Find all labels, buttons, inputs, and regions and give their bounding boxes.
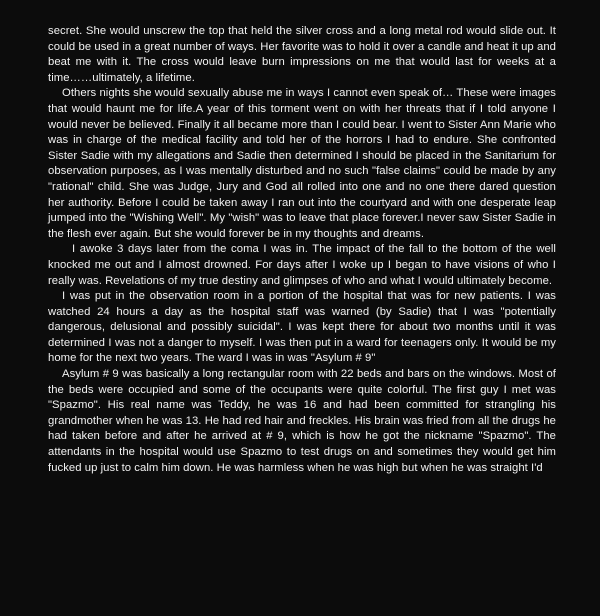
paragraph: I was put in the observation room in a portion of the hospital that was for new patients. I was watched 24 hours a day as the hospital staff was warned (by Sadie) that I was "potentially dangerous, delusional and possibly suicidal". I was kept there for about two months until it was determined I was not a danger to myself. I was then put in a ward for teenagers only. It would be my home for the next two years. The ward I was in was "Asylum # 9" [48, 290, 556, 365]
paragraph: Asylum # 9 was basically a long rectangular room with 22 beds and bars on the windows. Most of the beds were occupied and some of the occupants were quite colorful. The first guy I met was "Spazmo". His real name was Teddy, he was 16 and had been committed for strangling his grandmother when he was 13. He had red hair and freckles. His brain was fried from all the drugs he had taken before and after he arrived at # 9, which is how he got the nickname "Spazmo". The attendants in the hospital would use Spazmo to test drugs on and sometimes they would get him fucked up just to calm him down. He was harmless when he was high but when he was straight I'd [48, 368, 556, 474]
paragraph: Others nights she would sexually abuse me in ways I cannot even speak of… These were images that would haunt me for life.A year of this torment went on with her threats that if I told anyone I would never be believed. Finally it all became more than I could bear. I went to Sister Ann Marie who was in charge of the medical facility and told her of the horrors I had to endure. She confronted Sister Sadie with my allegations and Sadie then determined I should be placed in the Sanitarium for observation purposes, as I was mentally disturbed and no such "false claims" could be made by any "rational" child. She was Judge, Jury and God all rolled into one and no one there dared question her authority. Before I could be taken away I ran out into the courtyard and with one desperate leap jumped into the "Wishing Well". My "wish" was to leave that place forever.I never saw Sister Sadie in the flesh ever again. But she would forever be in my thoughts and dreams. [48, 87, 556, 240]
paragraph: secret. She would unscrew the top that held the silver cross and a long metal rod would slide out. It could be used in a great number of ways. Her favorite was to hold it over a candle and heat it up and beat me with it. The cross would leave burn impressions on me that would last for weeks at a time……ultimately, a lifetime. [48, 25, 556, 84]
body-text [48, 24, 556, 476]
paragraph: I awoke 3 days later from the coma I was in. The impact of the fall to the bottom of the well knocked me out and I almost drowned. For days after I woke up I began to have visions of who I really was. Revelations of my true destiny and glimpses of who and what I would ultimately become. [48, 243, 556, 287]
